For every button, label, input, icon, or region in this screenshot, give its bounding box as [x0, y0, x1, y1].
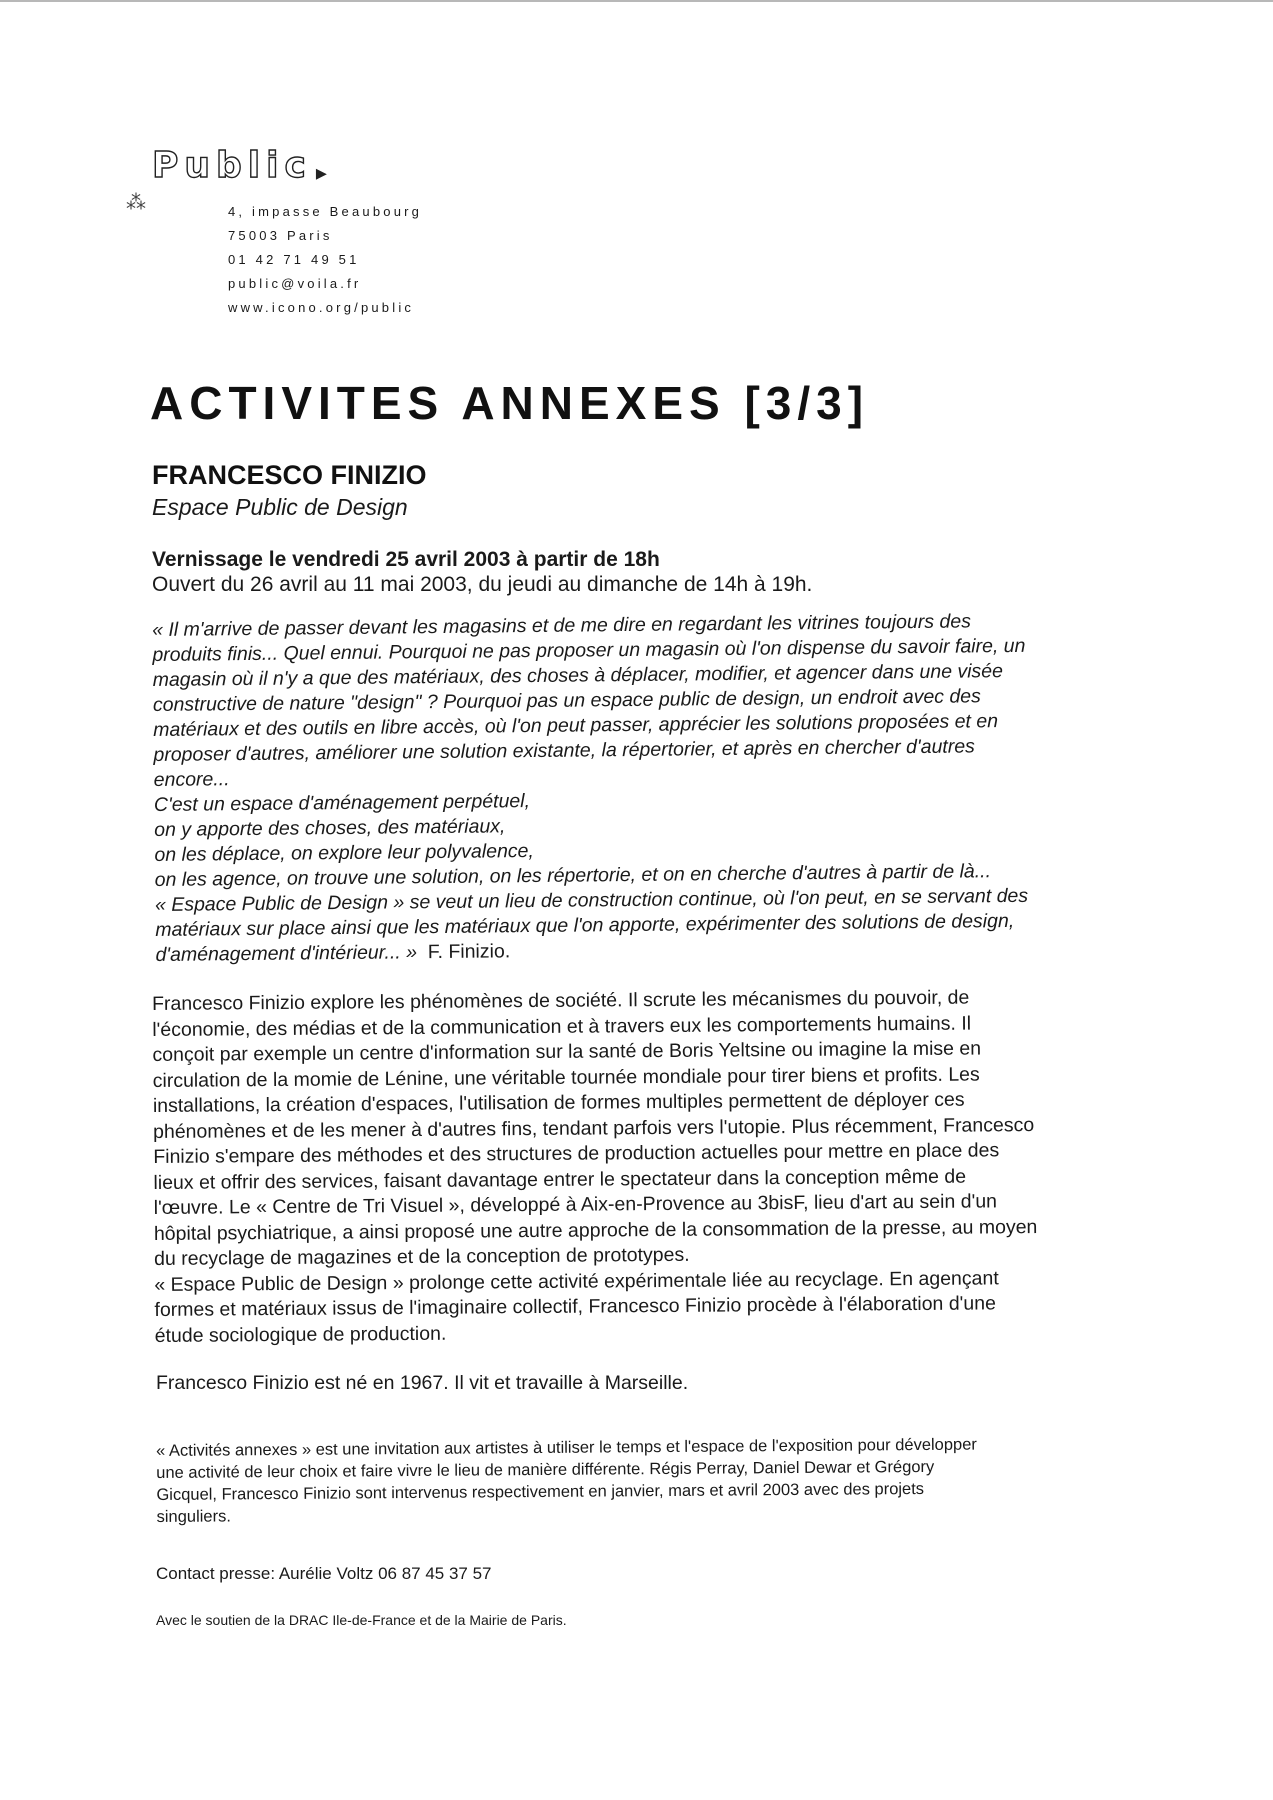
quote-line: produits finis... Quel ennui. Pourquoi ne pas proposer un magasin où l'on dispense du savoir faire, un: [152, 634, 1026, 666]
quote-line: on les déplace, on explore leur polyvalence,: [154, 840, 534, 866]
opening-date: Vernissage le vendredi 25 avril 2003 à partir de 18h: [152, 548, 660, 571]
bio-line: hôpital psychiatrique, a ainsi proposé une autre approche de la consommation de la presse, au moyen: [153, 1215, 1038, 1245]
quote-line: on y apporte des choses, des matériaux,: [154, 815, 506, 841]
bio-line: « Espace Public de Design » prolonge cette activité expérimentale liée au recyclage. En agençant: [154, 1266, 999, 1296]
page-title: ACTIVITES ANNEXES [3/3]: [150, 377, 870, 429]
quote-line: magasin où il n'y a que des matériaux, des choses à déplacer, modifier, et agencer dans une visée: [152, 660, 1004, 691]
press-contact: Contact presse: Aurélie Voltz 06 87 45 37 57: [156, 1564, 492, 1583]
logo-arrow-icon: ▸: [315, 159, 327, 185]
quote-line: on les agence, on trouve une solution, on les répertorie, et on en cherche d'autres à partir de là...: [154, 860, 992, 891]
bio-line: l'économie, des médias et de la communication et à travers eux les comportements humains. Il: [152, 1012, 972, 1041]
scan-speck-mark: ⁂: [126, 192, 146, 214]
bio-line: l'œuvre. Le « Centre de Tri Visuel », développé à Aix-en-Provence au 3bisF, lieu d'art au sein d'un: [153, 1190, 998, 1219]
address-phone: 01 42 71 49 51: [228, 252, 360, 267]
quote-signature: F. Finizio.: [427, 940, 511, 964]
bio-line: conçoit par exemple un centre d'information sur la santé de Boris Yeltsine ou imagine la mise en: [152, 1037, 982, 1066]
quote-line: encore...: [153, 768, 230, 791]
artist-quote: [152, 608, 1096, 968]
footnote-line: une activité de leur choix et faire vivre le lieu de manière différente. Régis Perray, Daniel Dewar et Grégory: [156, 1457, 935, 1482]
bio-line: phénomènes et de les mener à d'autres fins, tendant parfois vers l'utopie. Plus récemment, Francesco: [153, 1113, 1035, 1143]
bio-line: installations, la création d'espaces, l'utilisation de formes multiples permettent de déployer ces: [152, 1088, 965, 1117]
footnote-line: « Activités annexes » est une invitation aux artistes à utiliser le temps et l'espace de l'exposition pour développer: [156, 1435, 977, 1460]
bio-line: Francesco Finizio explore les phénomènes de société. Il scrute les mécanismes du pouvoir, de: [152, 986, 970, 1015]
address-city: 75003 Paris: [228, 228, 333, 243]
quote-line: C'est un espace d'aménagement perpétuel,: [153, 790, 531, 816]
bio-line: circulation de la momie de Lénine, une véritable tournée mondiale pour tirer biens et profits. Les: [152, 1063, 980, 1092]
quote-line: d'aménagement d'intérieur... »: [155, 941, 418, 966]
exhibition-subtitle: Espace Public de Design: [152, 494, 408, 520]
scan-edge: [0, 0, 1273, 2]
bio-line: étude sociologique de production.: [154, 1322, 447, 1347]
quote-line: proposer d'autres, améliorer une solution existante, la répertorier, et après en chercher d'autres: [153, 735, 975, 766]
artist-name: FRANCESCO FINIZIO: [152, 460, 427, 490]
footnote-line: singuliers.: [156, 1507, 231, 1526]
bio-line: lieux et offrir des services, faisant davantage entrer le spectateur dans la conception même de: [153, 1165, 967, 1194]
quote-line: matériaux et des outils en libre accès, où l'on peut passer, apprécier les solutions proposées et en: [153, 710, 999, 741]
series-footnote: [156, 1432, 1117, 1528]
address-street: 4, impasse Beaubourg: [228, 204, 423, 219]
public-logo: [152, 145, 327, 186]
bio-line: du recyclage de magazines et de la conception de prototypes.: [154, 1243, 690, 1270]
bio-line: formes et matériaux issus de l'imaginaire collectif, Francesco Finizio procède à l'élaboration d'une: [154, 1292, 996, 1321]
quote-line: constructive de nature "design" ? Pourquoi pas un espace public de design, un endroit avec des: [152, 685, 981, 716]
quote-line: matériaux sur place ainsi que les matériaux que l'on apporte, expérimenter des solutions de design,: [155, 909, 1015, 941]
opening-hours: Ouvert du 26 avril au 11 mai 2003, du jeudi au dimanche de 14h à 19h.: [152, 573, 813, 596]
logo-wordmark: Public: [152, 145, 312, 186]
address-email: public@voila.fr: [228, 276, 362, 291]
artist-biography: [152, 984, 1115, 1349]
address-block: [228, 200, 422, 320]
footnote-line: Gicquel, Francesco Finizio sont intervenus respectivement en janvier, mars et avril 2003 avec des projets: [156, 1479, 925, 1504]
address-website: www.icono.org/public: [228, 300, 415, 315]
sponsor-credit: Avec le soutien de la DRAC Ile-de-France et de la Mairie de Paris.: [156, 1612, 567, 1628]
quote-line: « Espace Public de Design » se veut un lieu de construction continue, où l'on peut, en se servant des: [154, 884, 1029, 916]
quote-line: « Il m'arrive de passer devant les magasins et de me dire en regardant les vitrines toujours des: [152, 610, 972, 641]
artist-birth-info: Francesco Finizio est né en 1967. Il vit et travaille à Marseille.: [156, 1372, 689, 1394]
bio-line: Finizio s'empare des méthodes et des structures de production actuelles pour mettre en place des: [153, 1139, 1000, 1168]
